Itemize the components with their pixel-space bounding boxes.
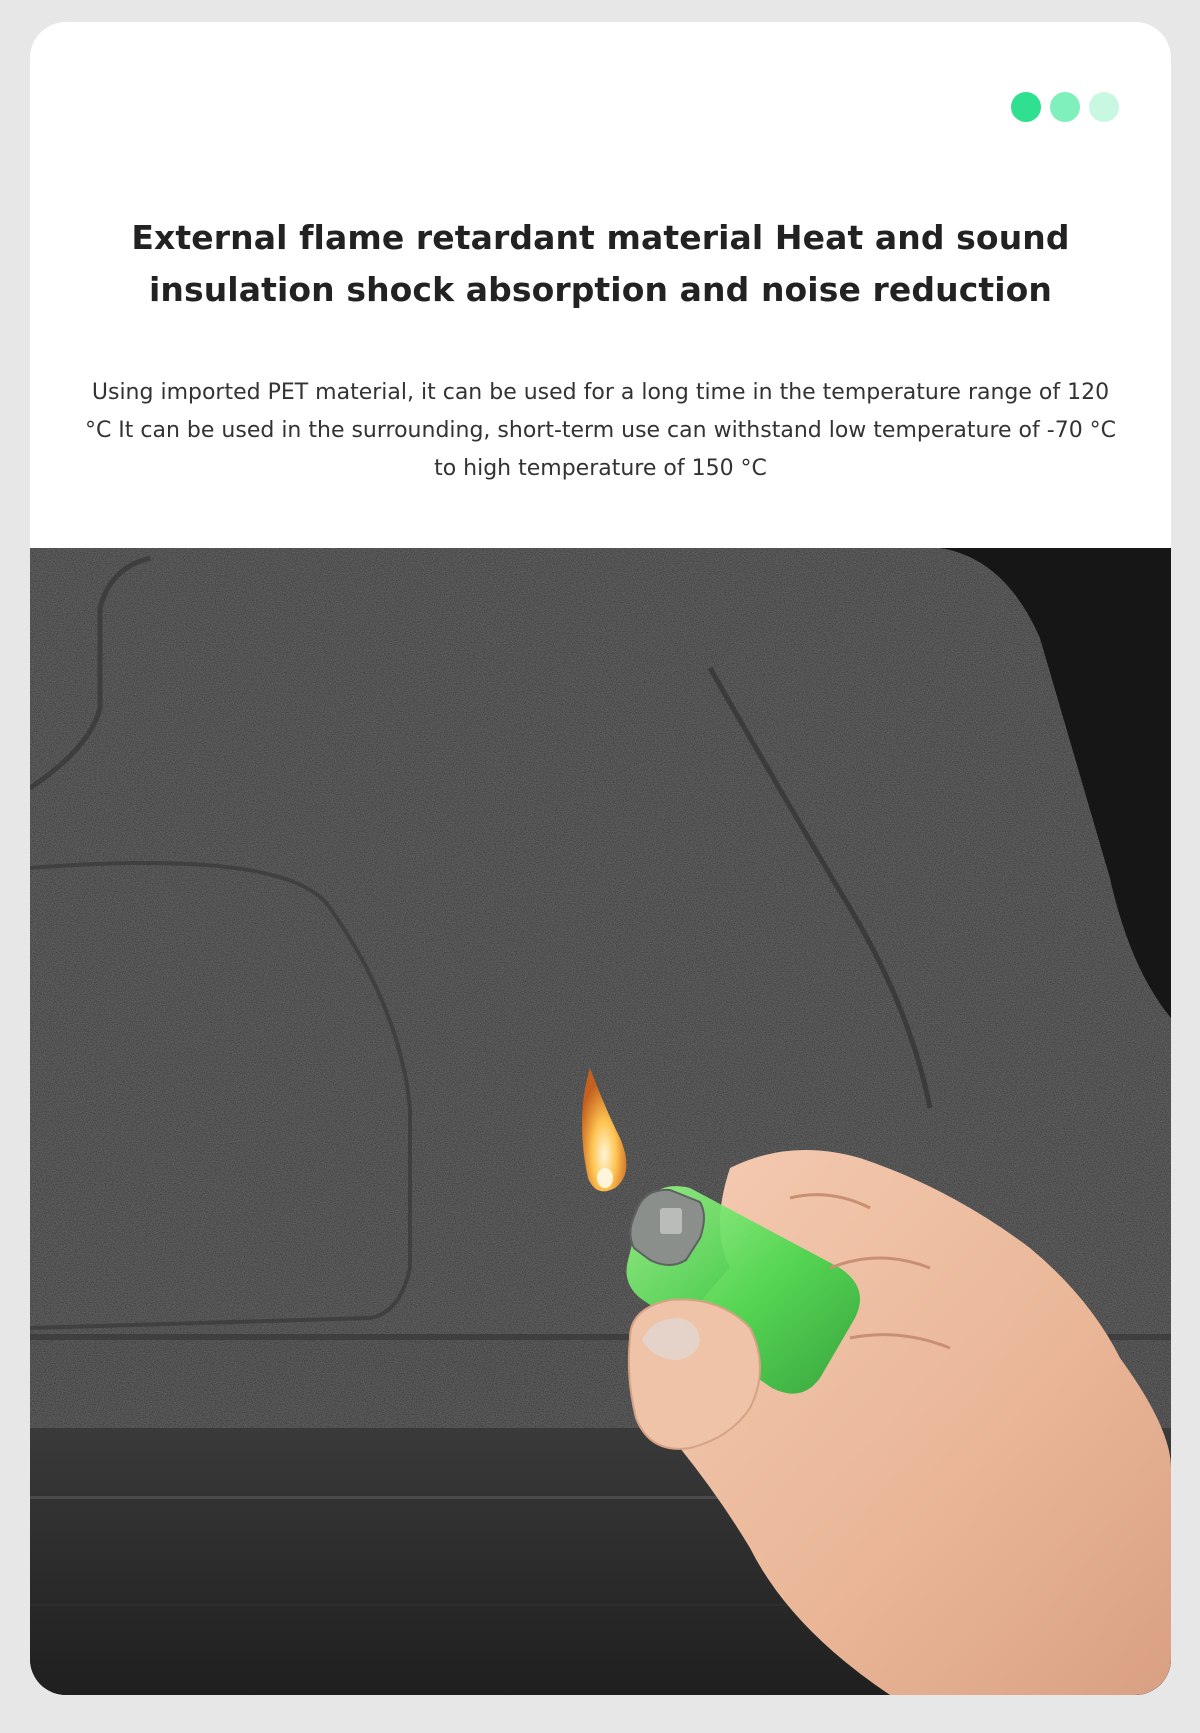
product-card (30, 22, 1171, 1695)
lighter-striker (660, 1208, 682, 1234)
progress-dot-3 (1089, 92, 1119, 122)
flame-core (597, 1168, 613, 1188)
product-photo (30, 548, 1171, 1695)
flame-test-illustration (30, 548, 1171, 1695)
progress-dots (1011, 92, 1119, 122)
progress-dot-2 (1050, 92, 1080, 122)
description: Using imported PET material, it can be used for a long time in the temperature range of 120 °C It can be used in the surrounding, short-term use can withstand low temperature of -70 °C to high temperature of 150 °C (84, 380, 1117, 481)
headline: External flame retardant material Heat and sound insulation shock absorption and noise reduction (131, 218, 1070, 309)
progress-dot-1 (1011, 92, 1041, 122)
